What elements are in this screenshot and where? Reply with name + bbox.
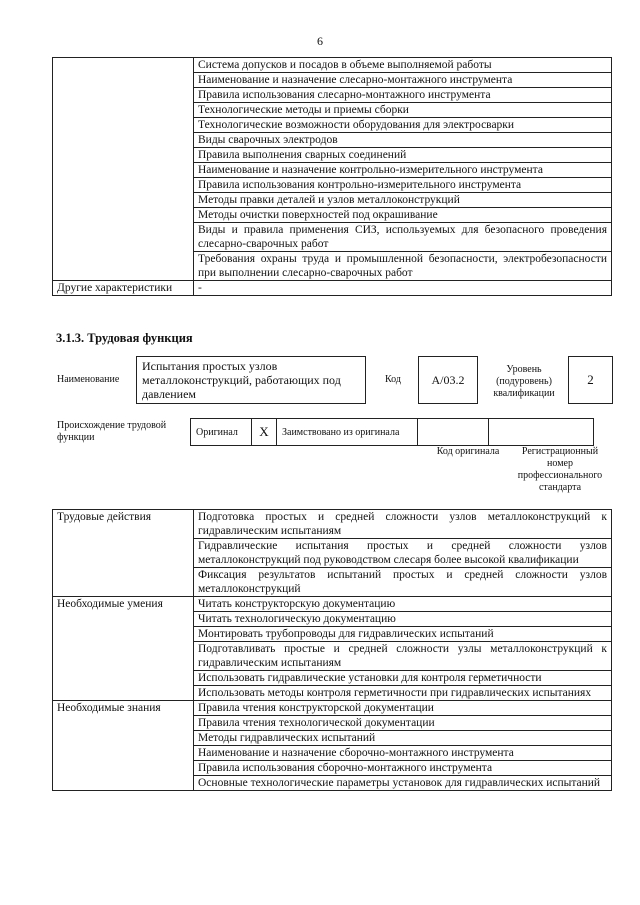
list-item: Правила использования слесарно-монтажного инструмента xyxy=(194,88,612,103)
knowledge-table-continued xyxy=(52,57,612,296)
origin-table xyxy=(190,418,594,446)
list-item: Читать конструкторскую документацию xyxy=(194,597,612,612)
original-label: Оригинал xyxy=(191,419,252,446)
row-label-cell xyxy=(53,58,194,281)
list-item: Технологические методы и приемы сборки xyxy=(194,103,612,118)
caption-registration-number: Регистрационный номер профессионального стандарта xyxy=(517,446,603,493)
list-item: Требования охраны труда и промышленной безопасности, электробезопасности при выполнении слесарно-сварочных работ xyxy=(194,252,612,281)
labor-function-table xyxy=(52,509,612,791)
list-item: Правила чтения технологической документации xyxy=(194,716,612,731)
registration-number-cell xyxy=(489,419,594,446)
table-row xyxy=(53,58,612,73)
function-code-box: А/03.2 xyxy=(418,356,478,404)
list-item: Методы правки деталей и узлов металлоконструкций xyxy=(194,193,612,208)
function-name-box: Испытания простых узлов металлоконструкций, работающих под давлением xyxy=(136,356,366,404)
section-heading: 3.1.3. Трудовая функция xyxy=(56,331,193,345)
list-item: Монтировать трубопроводы для гидравлических испытаний xyxy=(194,627,612,642)
list-item: Методы гидравлических испытаний xyxy=(194,731,612,746)
list-item: Технологические возможности оборудования для электросварки xyxy=(194,118,612,133)
level-label: Уровень (подуровень) квалификации xyxy=(493,364,555,399)
list-item: Наименование и назначение сборочно-монтажного инструмента xyxy=(194,746,612,761)
list-item: Методы очистки поверхностей под окрашивание xyxy=(194,208,612,223)
list-item: Подготавливать простые и средней сложности узлы металлоконструкций к гидравлическим испытаниям xyxy=(194,642,612,671)
origin-label: Происхождение трудовой функции xyxy=(57,420,167,443)
page-number: 6 xyxy=(317,34,323,48)
list-item: Правила использования сборочно-монтажного инструмента xyxy=(194,761,612,776)
list-item: Виды сварочных электродов xyxy=(194,133,612,148)
list-item: Фиксация результатов испытаний простых и средней сложности узлов металлоконструкций xyxy=(194,568,612,597)
original-mark: X xyxy=(252,419,277,446)
list-item: Гидравлические испытания простых и средней сложности узлов металлоконструкций под руководством слесаря более высокой квалификации xyxy=(194,539,612,568)
table-row xyxy=(53,510,612,539)
table-row xyxy=(53,701,612,716)
table-row xyxy=(53,281,612,296)
list-item: Основные технологические параметры установок для гидравлических испытаний xyxy=(194,776,612,791)
list-item: Правила чтения конструкторской документации xyxy=(194,701,612,716)
list-item: Читать технологическую документацию xyxy=(194,612,612,627)
table-row xyxy=(53,597,612,612)
list-item: Использовать методы контроля герметичности при гидравлических испытаниях xyxy=(194,686,612,701)
caption-original-code: Код оригинала xyxy=(436,446,500,457)
name-label: Наименование xyxy=(57,374,120,385)
group-label: Необходимые знания xyxy=(53,701,194,791)
list-item: Правила выполнения сварных соединений xyxy=(194,148,612,163)
list-item: Наименование и назначение слесарно-монтажного инструмента xyxy=(194,73,612,88)
original-code-cell xyxy=(418,419,489,446)
list-item: Виды и правила применения СИЗ, используемых для безопасного проведения слесарно-сварочных работ xyxy=(194,223,612,252)
list-item: Система допусков и посадов в объеме выполняемой работы xyxy=(194,58,612,73)
group-label: Необходимые умения xyxy=(53,597,194,701)
level-box: 2 xyxy=(568,356,613,404)
list-item: Правила использования контрольно-измерительного инструмента xyxy=(194,178,612,193)
list-item: Наименование и назначение контрольно-измерительного инструмента xyxy=(194,163,612,178)
other-characteristics-value: - xyxy=(194,281,612,296)
code-label: Код xyxy=(385,374,401,385)
list-item: Подготовка простых и средней сложности узлов металлоконструкций к гидравлическим испытаниям xyxy=(194,510,612,539)
list-item: Использовать гидравлические установки для контроля герметичности xyxy=(194,671,612,686)
other-characteristics-label: Другие характеристики xyxy=(53,281,194,296)
borrowed-label: Заимствовано из оригинала xyxy=(277,419,418,446)
group-label: Трудовые действия xyxy=(53,510,194,597)
